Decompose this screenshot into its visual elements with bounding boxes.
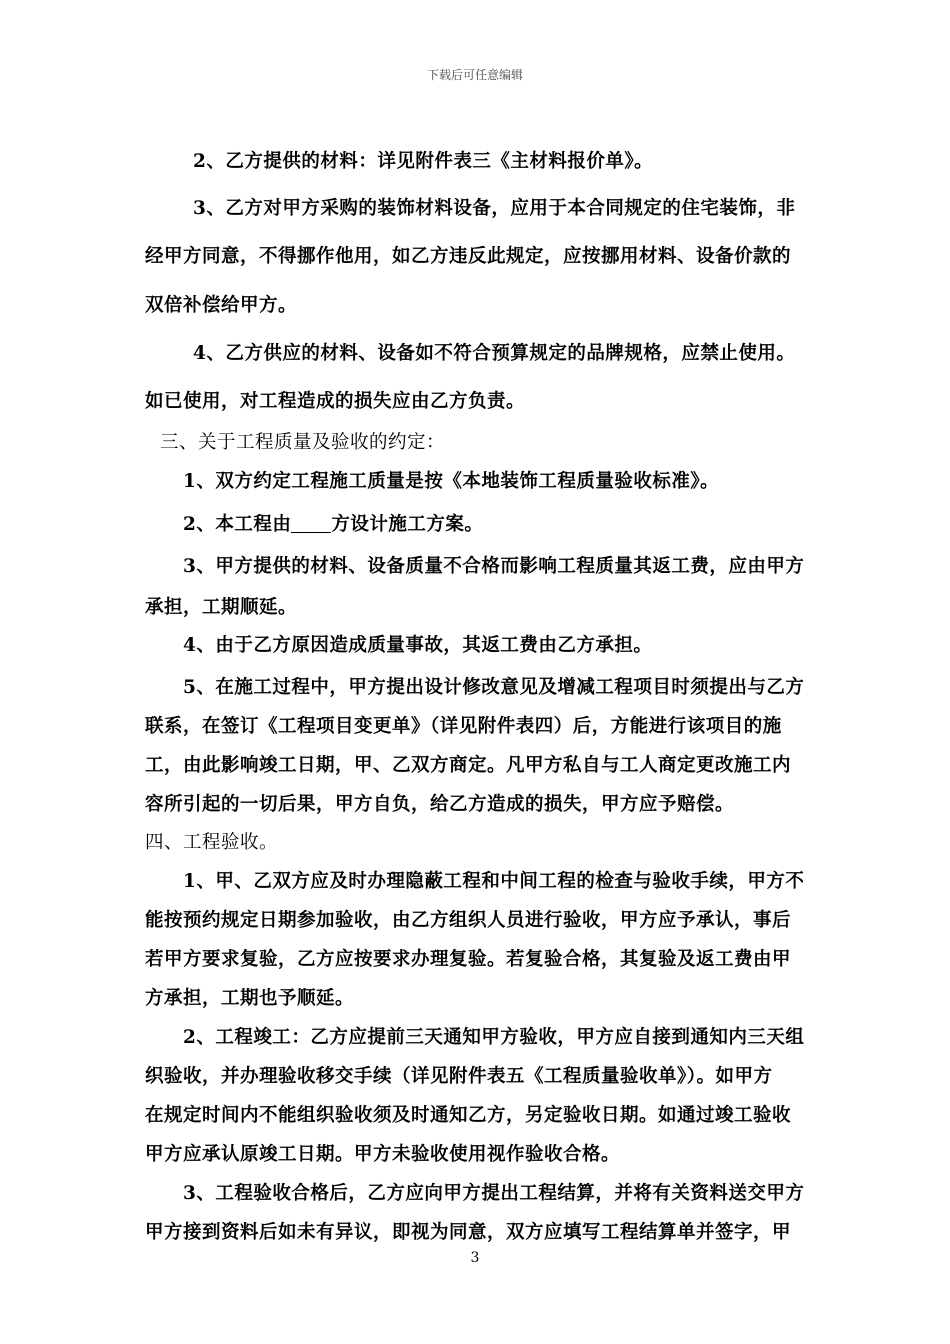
text-line: 甲方接到资料后如未有异议，即视为同意，双方应填写工程结算单并签字，甲 xyxy=(145,1222,792,1243)
text-line: 在规定时间内不能组织验收须及时通知乙方，另定验收日期。如通过竣工验收 xyxy=(145,1105,792,1126)
text-line: 3、乙方对甲方采购的装饰材料设备，应用于本合同规定的住宅装饰，非 xyxy=(193,198,796,219)
text-line: 如已使用，对工程造成的损失应由乙方负责。 xyxy=(145,391,526,412)
text-line: 联系，在签订《工程项目变更单》（详见附件表四）后，方能进行该项目的施 xyxy=(145,716,782,737)
text-line: 方承担，工期也予顺延。 xyxy=(145,988,355,1009)
section-heading: 三、关于工程质量及验收的约定： xyxy=(160,432,446,453)
text-line: 3、工程验收合格后，乙方应向甲方提出工程结算，并将有关资料送交甲方 xyxy=(183,1183,805,1204)
text-line: 2、工程竣工：乙方应提前三天通知甲方验收，甲方应自接到通知内三天组 xyxy=(183,1027,805,1048)
text-line: 甲方应承认原竣工日期。甲方未验收使用视作验收合格。 xyxy=(145,1144,621,1165)
text-segment: 方设计施工方案。 xyxy=(331,514,484,535)
text-line: 1、甲、乙双方应及时办理隐蔽工程和中间工程的检查与验收手续，甲方不 xyxy=(183,871,805,892)
text-line: 能按预约规定日期参加验收，由乙方组织人员进行验收，甲方应予承认，事后 xyxy=(145,910,792,931)
text-line: 1、双方约定工程施工质量是按《本地装饰工程质量验收标准》。 xyxy=(183,471,720,492)
text-line: 织验收，并办理验收移交手续（详见附件表五《工程质量验收单》）。如甲方 xyxy=(145,1066,773,1087)
text-line: 若甲方要求复验，乙方应按要求办理复验。若复验合格，其复验及返工费由甲 xyxy=(145,949,792,970)
text-line: 4、乙方供应的材料、设备如不符合预算规定的品牌规格，应禁止使用。 xyxy=(193,343,796,364)
text-line xyxy=(183,510,483,536)
text-line: 承担，工期顺延。 xyxy=(145,597,298,618)
text-line: 3、甲方提供的材料、设备质量不合格而影响工程质量其返工费，应由甲方 xyxy=(183,556,805,577)
page-header: 下载后可任意编辑 xyxy=(426,68,523,82)
text-line: 经甲方同意，不得挪作他用，如乙方违反此规定，应按挪用材料、设备价款的 xyxy=(145,246,792,267)
blank-underline xyxy=(291,514,331,533)
text-line: 5、在施工过程中，甲方提出设计修改意见及增减工程项目时须提出与乙方 xyxy=(183,677,805,698)
section-heading: 四、工程验收。 xyxy=(145,832,279,853)
text-segment: 2、本工程由 xyxy=(183,514,292,535)
text-line: 2、乙方提供的材料：详见附件表三《主材料报价单》。 xyxy=(193,151,654,172)
text-line: 双倍补偿给甲方。 xyxy=(145,295,298,316)
text-line: 工，由此影响竣工日期，甲、乙双方商定。凡甲方私自与工人商定更改施工内 xyxy=(145,755,792,776)
text-line: 容所引起的一切后果，甲方自负，给乙方造成的损失，甲方应予赔偿。 xyxy=(145,794,735,815)
text-line: 4、由于乙方原因造成质量事故，其返工费由乙方承担。 xyxy=(183,635,653,656)
page-number: 3 xyxy=(470,1250,480,1266)
